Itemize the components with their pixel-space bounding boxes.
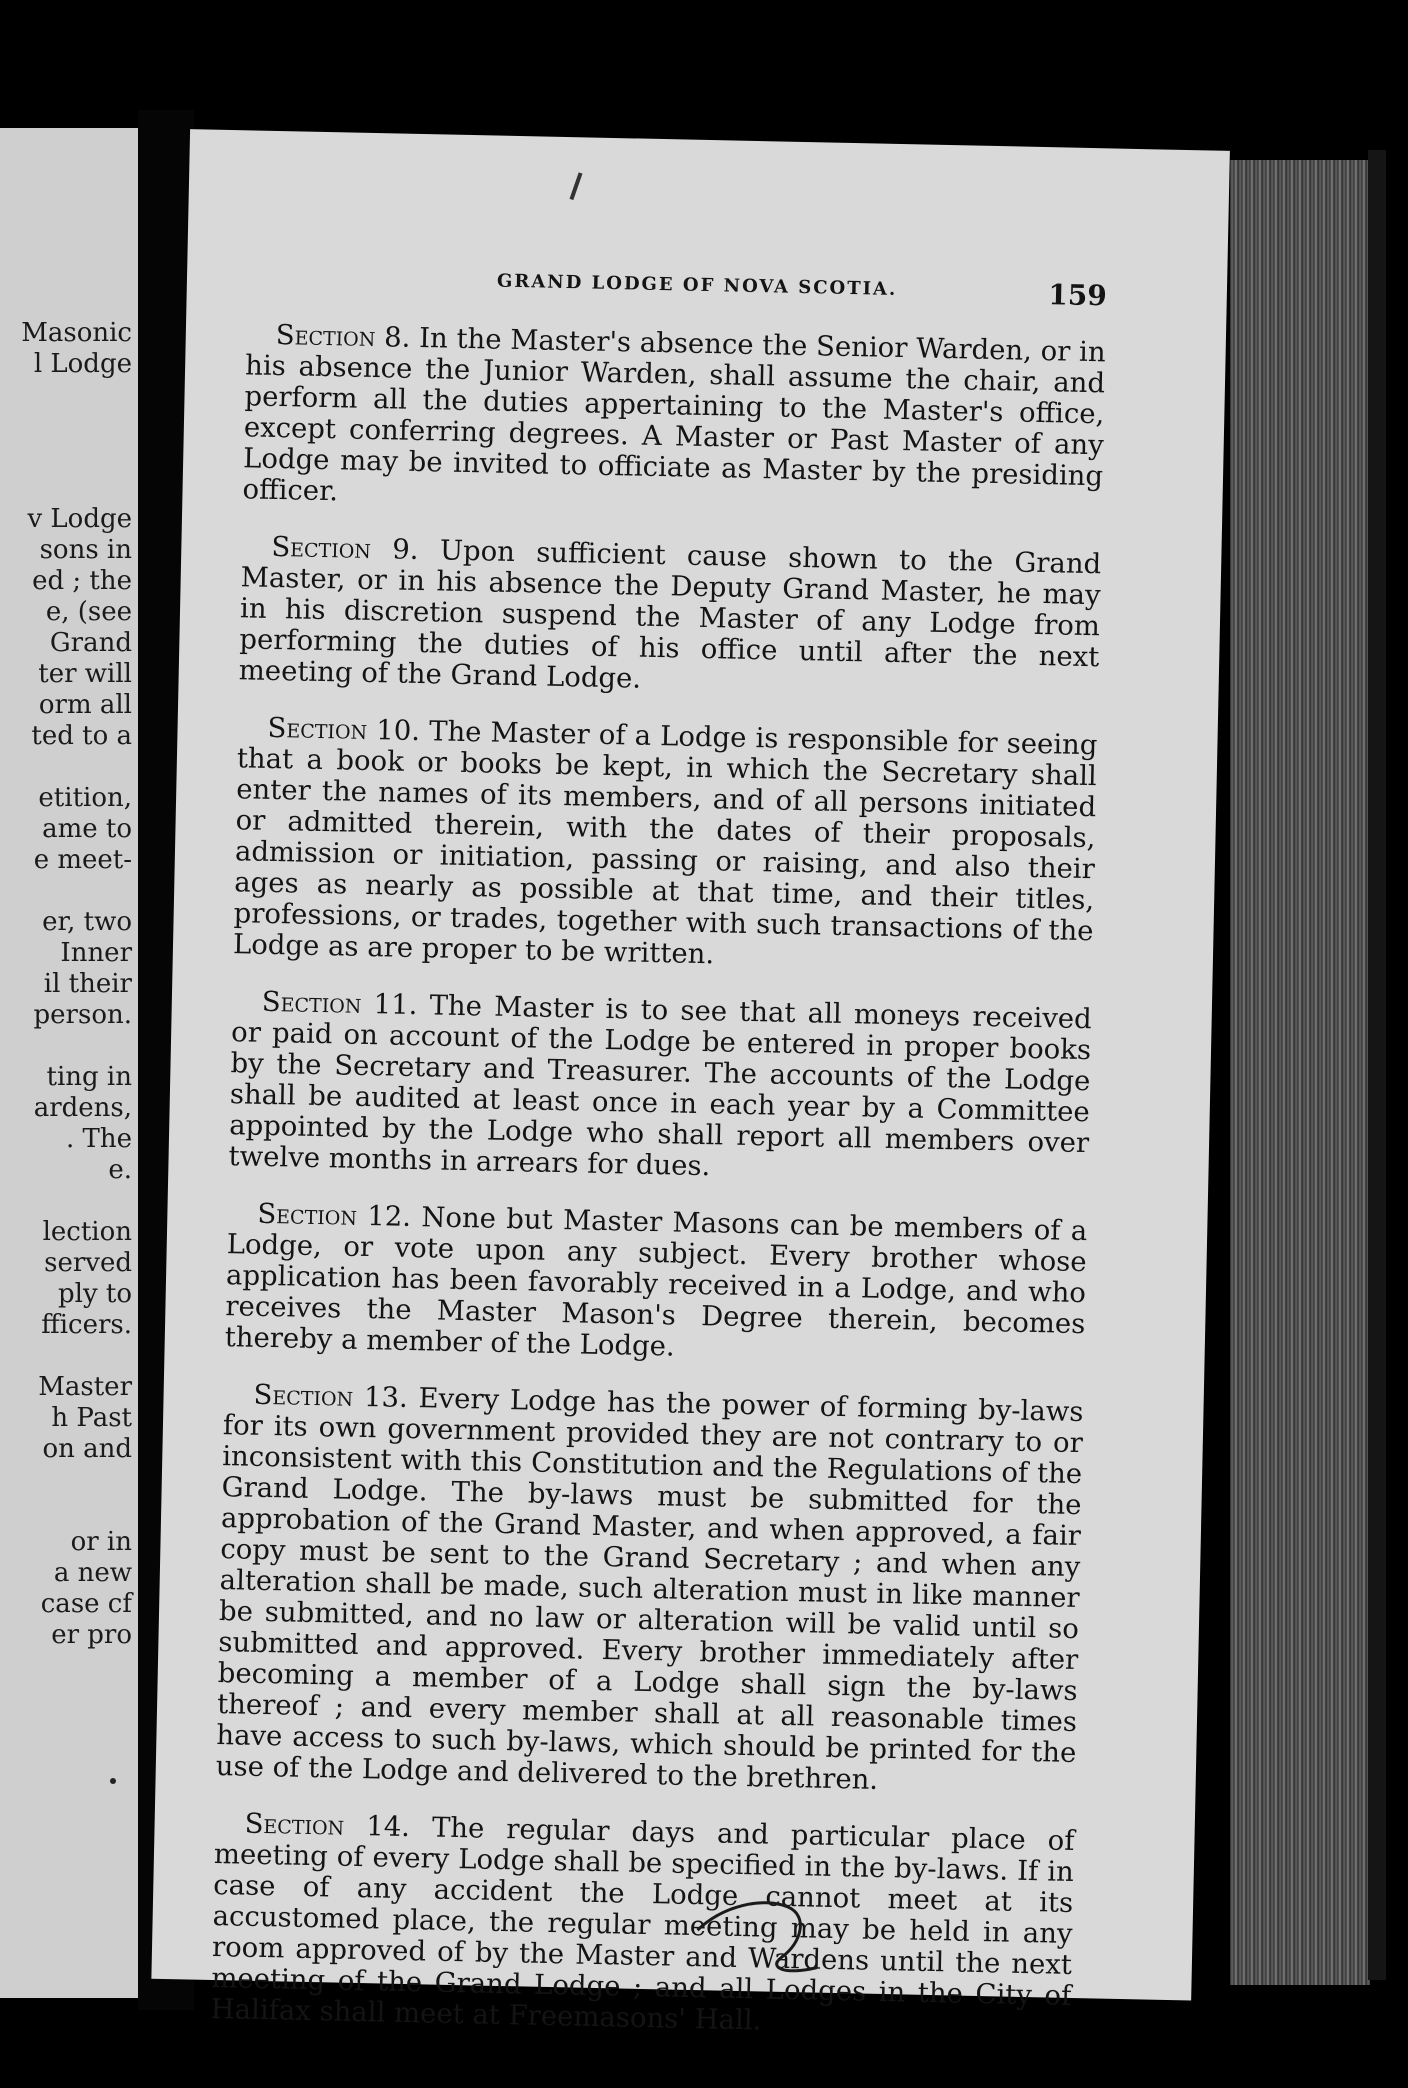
left-page-line: ply to xyxy=(57,1279,132,1309)
left-page-line: on and xyxy=(42,1434,132,1464)
left-page-line: e meet- xyxy=(33,845,132,875)
left-page-line xyxy=(0,1341,138,1372)
left-page-line: h Past xyxy=(51,1403,132,1433)
left-page-line xyxy=(0,1031,138,1062)
left-page-line: a new xyxy=(53,1558,132,1588)
section-heading: Section 10. xyxy=(267,711,421,748)
left-page-line: ter will xyxy=(38,659,132,689)
section-heading: Section 9. xyxy=(271,530,419,566)
running-head xyxy=(246,265,1107,323)
left-page-line: Grand xyxy=(49,628,132,658)
section-body: Every Lodge has the power of forming by-laws for its own government provided they are not contrary to or inconsistent with this Constitution and the Regulations of the Grand Lodge. The by-laws must be submitted for the approbation of the Grand Master, and when approved, a fair copy must be sent to the Grand Secretary ; and when any alteration shall be made, such alteration must in like manner be submitted, and no law or alteration will be valid until so submitted and approved. Every brother immediately after becoming a member of a Lodge shall sign the by-laws thereof ; and every member shall at all reasonable times have access to such by-laws, which should be printed for the use of the Lodge and delivered to the brethren. xyxy=(215,1382,1084,1796)
left-page-line xyxy=(0,380,138,411)
header-title: GRAND LODGE OF NOVA SCOTIA. xyxy=(496,270,898,300)
left-page-line: person. xyxy=(33,1000,132,1030)
left-page-line xyxy=(0,411,138,442)
left-page-line: . The xyxy=(65,1124,132,1154)
left-page-line xyxy=(0,1465,138,1496)
section-heading: Section 13. xyxy=(253,1378,409,1414)
left-page-line: e. xyxy=(108,1155,132,1185)
left-page-line: Master xyxy=(38,1372,132,1402)
left-page-line: l Lodge xyxy=(33,349,132,379)
section-9 xyxy=(238,531,1101,704)
section-body: In the Master's absence the Senior Warden, or in his absence the Junior Warden, shall assume the chair, and perform all the duties appertaining to the Master's office, except conferring degrees. A Master or Past Master of any Lodge may be invited to officiate as Master by the presiding officer. xyxy=(242,321,1106,508)
left-page-line: er pro xyxy=(51,1620,132,1650)
page-number: 159 xyxy=(1048,278,1108,313)
left-page-text xyxy=(0,318,138,1651)
left-page-line xyxy=(0,876,138,907)
left-page-line: or in xyxy=(70,1527,132,1557)
left-page-line: sons in xyxy=(39,535,132,565)
section-body: The regular days and particular place of meeting of every Lodge shall be specified in the by-laws. If in case of any accident the Lodge cannot meet at its accustomed place, the regular meeting may be held in any room approved of by the Master and Wardens until the next meeting of the Grand Lodge ; and all Lodges in the City of Halifax shall meet at Freemasons' Hall. xyxy=(210,1811,1075,2037)
left-page-line: ardens, xyxy=(33,1093,132,1123)
left-page-line xyxy=(0,1186,138,1217)
left-page-line: er, two xyxy=(42,907,132,937)
book-cover-edge xyxy=(1368,150,1386,1980)
left-page-line: lection xyxy=(42,1217,132,1247)
left-page-line: ed ; the xyxy=(32,566,132,596)
ink-dot xyxy=(110,1778,116,1784)
left-page-line: ame to xyxy=(42,814,132,844)
section-12 xyxy=(224,1198,1087,1371)
left-page-line: orm all xyxy=(38,690,132,720)
section-heading: Section 8. xyxy=(275,318,411,354)
left-page-line: v Lodge xyxy=(27,504,132,534)
section-10 xyxy=(233,712,1098,978)
left-page-line: ted to a xyxy=(31,721,132,751)
left-page-line: case cf xyxy=(40,1589,132,1619)
left-page-line: Masonic xyxy=(21,318,132,348)
left-page-line: served xyxy=(44,1248,132,1278)
handwritten-mark xyxy=(692,1885,854,1978)
left-page-line: il their xyxy=(43,969,132,999)
section-14 xyxy=(210,1808,1074,2043)
section-body: The Master of a Lodge is responsible for seeing that a book or books be kept, in which the Secretary shall enter the names of its members, and of all persons initiated or admitted therein, with the dates of their proposals, admission or initiation, passing or raising, and also their ages as nearly as possible at that time, and their titles, professions, or trades, together with such transactions of the Lodge as are proper to be written. xyxy=(232,715,1098,971)
left-page-line: e, (see xyxy=(45,597,132,627)
section-8 xyxy=(242,319,1106,523)
left-page-line: Inner xyxy=(60,938,132,968)
section-13 xyxy=(216,1379,1084,1800)
right-page xyxy=(151,129,1230,2037)
left-page-line xyxy=(0,442,138,473)
left-page-line: fficers. xyxy=(41,1310,132,1340)
left-facing-page xyxy=(0,128,138,1998)
section-heading: Section 11. xyxy=(261,985,418,1022)
left-page-line: etition, xyxy=(38,783,132,813)
left-page-line xyxy=(0,473,138,504)
section-11 xyxy=(228,986,1092,1190)
page-content xyxy=(210,265,1107,2069)
section-heading: Section 12. xyxy=(257,1197,412,1233)
section-body: None but Master Masons can be members of a Lodge, or vote upon any subject. Every brother whose application has been favorably received in a Lodge, and who receives the Master Mason's Degree therein, becomes thereby a member of the Lodge. xyxy=(224,1201,1088,1363)
section-body: The Master is to see that all moneys received or paid on account of the Lodge be entered in proper books by the Secretary and Treasurer. The accounts of the Lodge shall be audited at least once in each year by a Committee appointed by the Lodge who shall report all members over twelve months in arrears for dues. xyxy=(228,989,1093,1183)
left-page-line: ting in xyxy=(46,1062,132,1092)
left-page-line xyxy=(0,752,138,783)
pencil-mark xyxy=(570,172,583,200)
section-body: Upon sufficient cause shown to the Grand Master, or in his absence the Deputy Grand Master, he may in his discretion suspend the Master of any Lodge from performing the duties of his office until after the next meeting of the Grand Lodge. xyxy=(238,534,1102,695)
section-heading: Section 14. xyxy=(244,1807,411,1844)
page-block-edge xyxy=(1230,160,1370,1985)
left-page-line xyxy=(0,1496,138,1527)
